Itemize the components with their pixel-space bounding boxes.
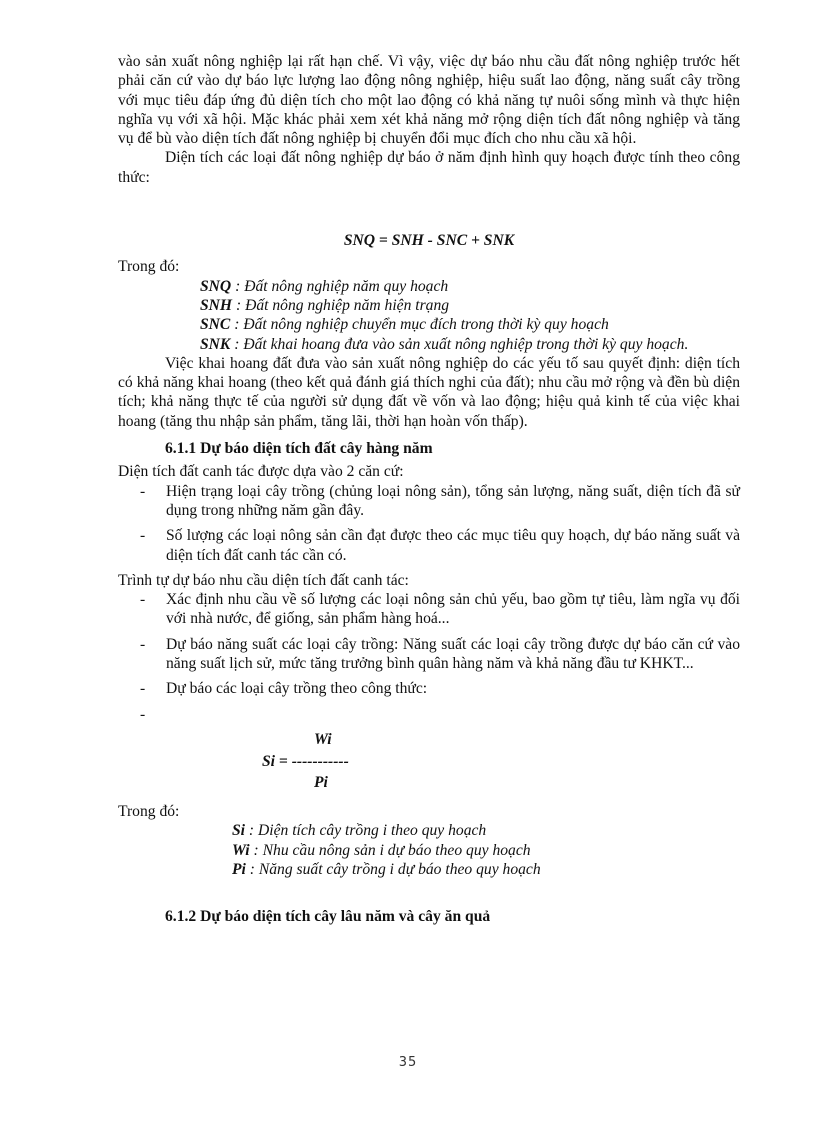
paragraph-formula-intro: Diện tích các loại đất nông nghiệp dự báo ở năm định hình quy hoạch được tính theo công thức:	[118, 149, 740, 186]
list-item	[118, 482, 740, 521]
list-item	[118, 635, 740, 674]
label-trong-do-1: Trong đó:	[118, 258, 180, 276]
symbol: SNC	[200, 316, 231, 334]
definition-list-1	[200, 277, 740, 354]
definition-text: : Đất nông nghiệp năm hiện trạng	[232, 296, 450, 314]
symbol: Si	[232, 822, 246, 840]
list-item	[118, 705, 740, 724]
dash-marker: -	[140, 591, 146, 609]
section-heading-6-1-2: 6.1.2 Dự báo diện tích cây lâu năm và cây ăn quả	[165, 908, 491, 926]
definition-text: : Đất nông nghiệp năm quy hoạch	[231, 277, 449, 295]
definition-wi	[232, 841, 740, 860]
symbol: SNQ	[200, 277, 232, 295]
paragraph-can-cu: Diện tích đất canh tác được dựa vào 2 căn cứ:	[118, 463, 404, 481]
list-item	[118, 526, 740, 565]
paragraph-trinh-tu: Trình tự dự báo nhu cầu diện tích đất canh tác:	[118, 571, 409, 589]
paragraph-intro: vào sản xuất nông nghiệp lại rất hạn chế. Vì vậy, việc dự báo nhu cầu đất nông nghiệp trước hết phải căn cứ vào dự báo lực lượng lao động nông nghiệp, hiệu suất lao động, năng suất cây trồng với mục tiêu đáp ứng đủ diện tích cho một lao động có khả năng tự nuôi sống mình và thực hiện nghĩa vụ với xã hội. Mặc khác phải xem xét khả năng mở rộng diện tích đất nông nghiệp và tăng vụ để bù vào diện tích đất nông nghiệp bị chuyển đổi mục đích cho nhu cầu xã hội.	[118, 53, 740, 148]
definition-snq	[200, 277, 740, 296]
dash-marker: -	[140, 635, 146, 653]
dash-marker: -	[140, 680, 146, 698]
list-item-text: Dự báo năng suất các loại cây trồng: Năng suất các loại cây trồng được dự báo căn cứ vào năng suất lịch sử, mức tăng trưởng bình quân hàng năm và khả năng đầu tư KHKT...	[166, 635, 740, 673]
dash-marker: -	[140, 527, 146, 545]
list-item	[118, 679, 740, 698]
list-trinh-tu	[118, 590, 740, 724]
formula-numerator: Wi	[314, 730, 332, 748]
symbol: Wi	[232, 841, 250, 859]
document-body	[118, 52, 740, 930]
list-item-text: Xác định nhu cầu về số lượng các loại nông sản chủ yếu, bao gồm tự tiêu, làm ngĩa vụ đối với nhà nước, để giống, sản phẩm hàng hoá...	[166, 591, 740, 628]
list-can-cu	[118, 482, 740, 565]
definition-snk	[200, 335, 740, 354]
dash-marker: -	[140, 705, 146, 723]
definition-list-2	[232, 821, 740, 879]
list-item	[118, 590, 740, 629]
definition-snh	[200, 296, 740, 315]
list-item-text: Hiện trạng loại cây trồng (chủng loại nông sản), tổng sản lượng, năng suất, diện tích đã sử dụng trong những năm gần đây.	[166, 482, 740, 519]
section-heading-6-1-1: 6.1.1 Dự báo diện tích đất cây hàng năm	[165, 440, 433, 458]
definition-pi	[232, 860, 740, 879]
definition-text: : Nhu cầu nông sản i dự báo theo quy hoạch	[249, 841, 531, 859]
dash-marker: -	[140, 482, 146, 500]
definition-si	[232, 821, 740, 840]
definition-text: : Đất nông nghiệp chuyển mục đích trong thời kỳ quy hoạch	[230, 316, 609, 334]
list-item-text	[166, 706, 170, 723]
formula-snq: SNQ = SNH - SNC + SNK	[343, 232, 515, 250]
formula-si	[118, 730, 740, 796]
label-trong-do-2: Trong đó:	[118, 802, 180, 820]
definition-text: : Diện tích cây trồng i theo quy hoạch	[245, 822, 487, 840]
paragraph-khai-hoang: Việc khai hoang đất đưa vào sản xuất nông nghiệp do các yếu tố sau quyết định: diện tích có khả năng khai hoang (theo kết quả đánh giá thích nghi của đất); nhu cầu mở rộng và đền bù diện tích; khả năng thực tế của người sử dụng đất về vốn và lao động; hiệu quả kinh tế của việc khai hoang (tăng thu nhập sản phẩm, tăng lãi, thời hạn hoàn vốn thấp).	[118, 354, 740, 430]
symbol: SNK	[200, 335, 231, 353]
symbol: SNH	[200, 296, 233, 314]
definition-text: : Năng suất cây trồng i dự báo theo quy hoạch	[245, 860, 541, 878]
symbol: Pi	[232, 860, 246, 878]
formula-denominator: Pi	[314, 773, 328, 791]
definition-snc	[200, 315, 740, 334]
page-number: 35	[398, 1055, 418, 1070]
list-item-text: Dự báo các loại cây trồng theo công thức:	[166, 680, 428, 698]
formula-lhs: Si = -----------	[262, 752, 349, 770]
definition-text: : Đất khai hoang đưa vào sản xuất nông nghiệp trong thời kỳ quy hoạch.	[230, 335, 689, 353]
list-item-text: Số lượng các loại nông sản cần đạt được theo các mục tiêu quy hoạch, dự báo năng suất và diện tích đất canh tác cần có.	[166, 527, 740, 564]
